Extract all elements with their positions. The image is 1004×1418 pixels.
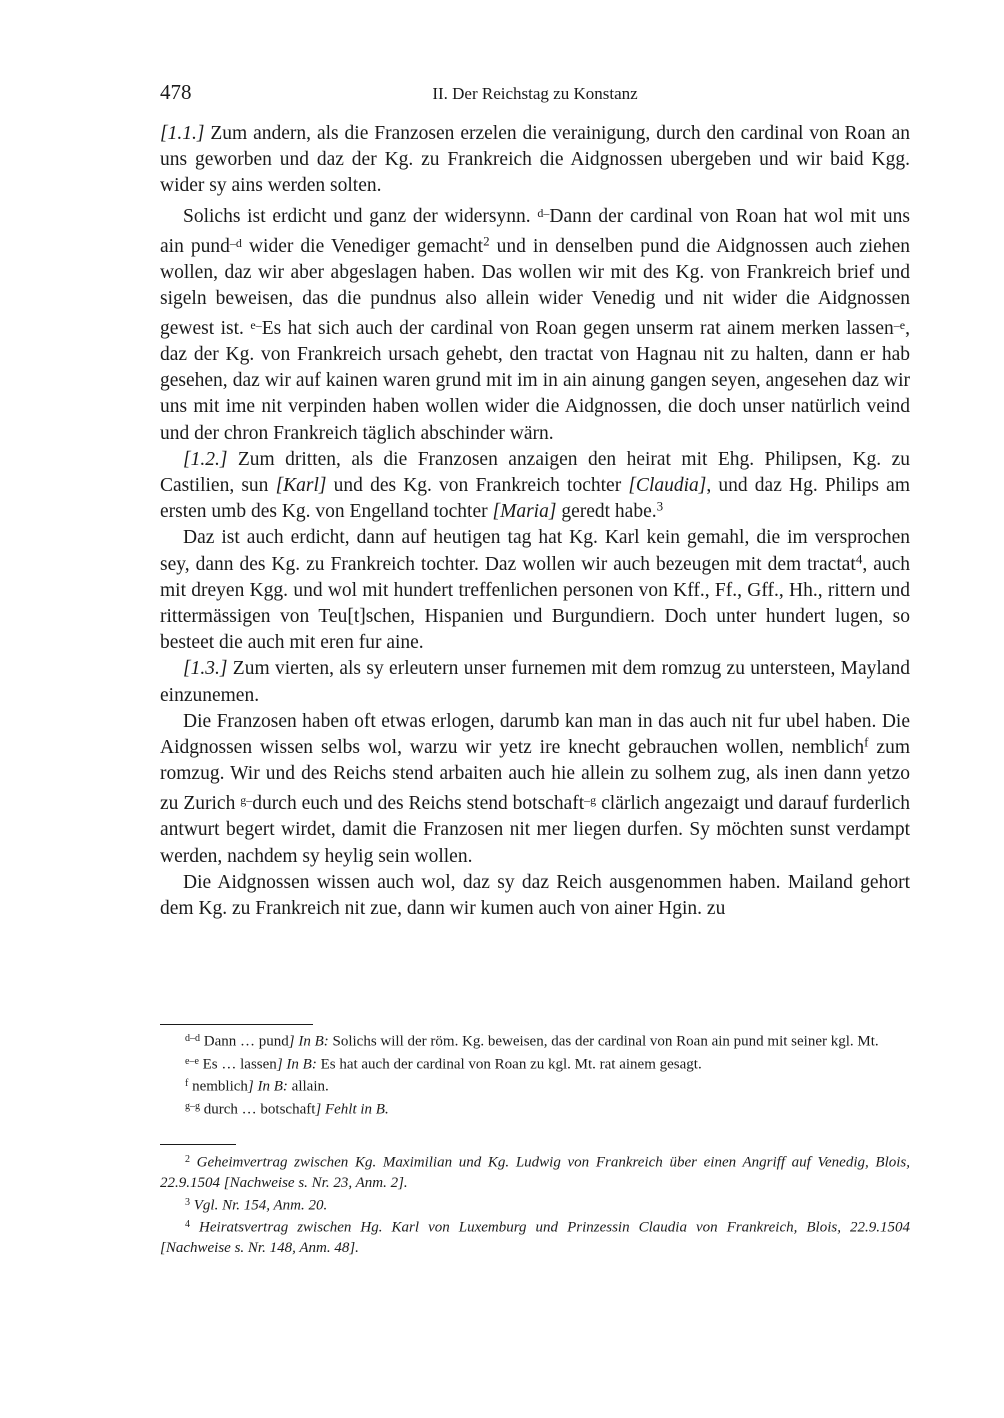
paragraph-reply-3 — [160, 709, 910, 870]
paragraph-1-2 — [160, 447, 910, 526]
editor-insert: [Claudia] — [628, 475, 707, 497]
paragraph-text: Es hat sich auch der cardinal von Roan gegen unserm rat ainem merken lassen — [261, 317, 894, 339]
paragraph-text: Die Franzosen haben oft etwas erlogen, darumb kan man in das auch nit fur ubel haben. Die Aidgnossen wissen selbs wol, warzu wir yetz ire knecht gebrauchen wollen, nemblich — [160, 710, 910, 759]
section-ref: [1.3.] — [183, 658, 228, 680]
footnote — [160, 1150, 910, 1193]
paragraph-text: geredt habe. — [556, 501, 657, 523]
apparatus-text: allain. — [287, 1078, 329, 1095]
paragraph-text: Dann der cardinal von Roan hat wol mit uns ain pund — [160, 205, 910, 257]
critical-apparatus — [160, 1029, 910, 1119]
siglum: g– — [240, 793, 253, 808]
apparatus-source: Fehlt in B. — [324, 1101, 389, 1117]
footnote-text: Geheimvertrag zwischen Kg. Maximilian und Kg. Ludwig von Frankreich über einen Angriff auf Venedig, Blois, 22.9.1504 [Nachweise s. Nr. 23, Anm. 2]. — [160, 1154, 910, 1191]
paragraph-text: , und daz Hg. Philips am ersten umb des Kg. von Engelland tochter — [160, 475, 910, 523]
paragraph-text: Zum andern, als die Franzosen erzelen die verainigung, durch den cardinal von Roan an uns geworben und daz der Kg. zu Frankreich die Aidgnossen ubergeben und wir baid Kgg. wider sy ains werden solten. — [160, 123, 910, 197]
apparatus-lemma: durch … botschaft — [200, 1101, 316, 1117]
footnote-number: 2 — [185, 1154, 190, 1165]
paragraph-text: durch euch und des Reichs stend botschaft — [252, 793, 585, 815]
siglum: –d — [229, 235, 242, 250]
paragraph-text: , daz der Kg. von Frankreich ursach gehebt, den tractat von Hagnau nit zu halten, dann er hab gesehen, daz wir auf kainen waren grund mit im in ain ainung gangen seyen, angesehen daz wir uns mit ime nit verpinden haben wollen wider die Aidgnossen, die doch unser natürlich veind und der chron Frankreich täglich abschinder wärn. — [160, 317, 910, 444]
footnote-number: 4 — [185, 1219, 190, 1230]
apparatus-note — [160, 1029, 910, 1052]
paragraph-text: zum romzug. Wir und des Reichs stend arbaiten auch hie allein zu solhem zug, als inen dann yetzo zu Zurich — [160, 737, 910, 815]
siglum: d– — [537, 205, 550, 220]
paragraph-text: und in denselben pund die Aidgnossen auch ziehen wollen, daz wir aber abgeslagen haben. Das wollen wir mit des Kg. von Frankreich brief und sigeln beweisen, das die pundnus also allein wider Venedig und nit wider die Aidgnossen gewest ist. — [160, 235, 911, 339]
paragraph-text: wider die Venediger gemacht — [241, 235, 484, 257]
apparatus-separator: ] — [276, 1056, 287, 1072]
apparatus-separator: ] — [315, 1101, 325, 1117]
paragraph-continuation: Die Aidgnossen wissen auch wol, daz sy daz Reich ausgenommen haben. Mailand gehort dem Kg. zu Frankreich nit zue, dann wir kumen auch von ainer Hgin. zu — [160, 871, 910, 920]
footnote-divider — [160, 1144, 236, 1145]
section-ref: [1.2.] — [183, 448, 228, 470]
footnotes — [160, 1150, 910, 1258]
paragraph-text: Zum dritten, als die Franzosen anzaigen den heirat mit Ehg. Philipsen, Kg. zu Castilien, sun — [160, 448, 910, 497]
apparatus-mark: f — [185, 1078, 189, 1089]
apparatus-separator: ] — [247, 1078, 258, 1095]
apparatus-lemma: Dann … pund — [200, 1033, 289, 1050]
apparatus-mark: g–g — [185, 1100, 200, 1112]
editor-insert: [Karl] — [275, 475, 327, 497]
paragraph-reply-2 — [160, 525, 910, 656]
page-number: 478 — [160, 80, 192, 104]
apparatus-lemma: nemblich — [188, 1078, 248, 1095]
footnote-text: Heiratsvertrag zwischen Hg. Karl von Luxemburg und Prinzessin Claudia von Frankreich, Blois, 22.9.1504 [Nachweise s. Nr. 148, Anm. 48]. — [160, 1219, 910, 1256]
footnote-number: 3 — [185, 1196, 190, 1208]
apparatus-mark: e–e — [185, 1055, 199, 1067]
apparatus-note — [160, 1097, 910, 1120]
apparatus-note — [160, 1052, 910, 1075]
apparatus-source: In B: — [286, 1056, 317, 1072]
apparatus-text: Es hat auch der cardinal von Roan zu kgl. Mt. rat ainem gesagt. — [316, 1056, 702, 1072]
footnote-ref: 3 — [656, 498, 664, 514]
paragraph-text: Daz ist auch erdicht, dann auf heutigen tag hat Kg. Karl kein gemahl, die im versprochen sey, dann des Kg. zu Frankreich tochter. Daz wollen wir auch bezeugen mit dem tractat — [160, 527, 910, 575]
footnote-ref: 2 — [483, 232, 490, 248]
footnote-text: Vgl. Nr. 154, Anm. 20. — [193, 1197, 328, 1213]
paragraph-1-3 — [160, 656, 910, 708]
apparatus-divider — [160, 1024, 313, 1025]
editor-insert: [Maria] — [492, 501, 557, 523]
apparatus-note — [160, 1074, 910, 1097]
footnote-ref: 4 — [855, 551, 863, 567]
apparatus-ref: f — [864, 734, 869, 750]
paragraph-text: Solichs ist erdicht und ganz der widersynn. — [183, 205, 538, 227]
apparatus-separator: ] — [288, 1033, 299, 1050]
apparatus-lemma: Es … lassen — [198, 1056, 277, 1072]
siglum: –g — [584, 793, 597, 808]
running-head: II. Der Reichstag zu Konstanz — [432, 84, 638, 103]
section-ref: [1.1.] — [160, 123, 205, 144]
main-text — [160, 121, 910, 922]
apparatus-source: In B: — [257, 1078, 288, 1095]
paragraph-text: Zum vierten, als sy erleutern unser furnemen mit dem romzug zu untersteen, Mayland einzunemen. — [160, 658, 910, 706]
apparatus-text: Solichs will der röm. Kg. beweisen, das der cardinal von Roan ain pund mit seiner kgl. Mt. — [328, 1033, 879, 1050]
paragraph-text: clärlich angezaigt und darauf furderlich antwurt begert wirdet, damit die Franzosen nit mer liegen durfen. Sy möchten sunst verdampt werden, nachdem sy heylig sein wollen. — [160, 793, 911, 867]
siglum: –e — [893, 318, 906, 333]
paragraph-text: , auch mit dreyen Kgg. und wol mit hundert treffenlichen personen von Kff., Ff., Gff., Hh., rittern und rittermässigen von Teu[t]schen, Hispanien und Burgundiern. Doch unter hundert lugen, so besteet die auch mit eren fur aine. — [160, 553, 911, 654]
paragraph-1-1 — [160, 121, 910, 200]
siglum: e– — [250, 318, 262, 333]
apparatus-source: In B: — [298, 1033, 329, 1050]
apparatus-mark: d–d — [185, 1033, 200, 1044]
footnote — [160, 1215, 910, 1258]
paragraph-reply-1 — [160, 200, 910, 447]
footnote — [160, 1193, 910, 1216]
paragraph-text: und des Kg. von Frankreich tochter — [326, 475, 629, 497]
